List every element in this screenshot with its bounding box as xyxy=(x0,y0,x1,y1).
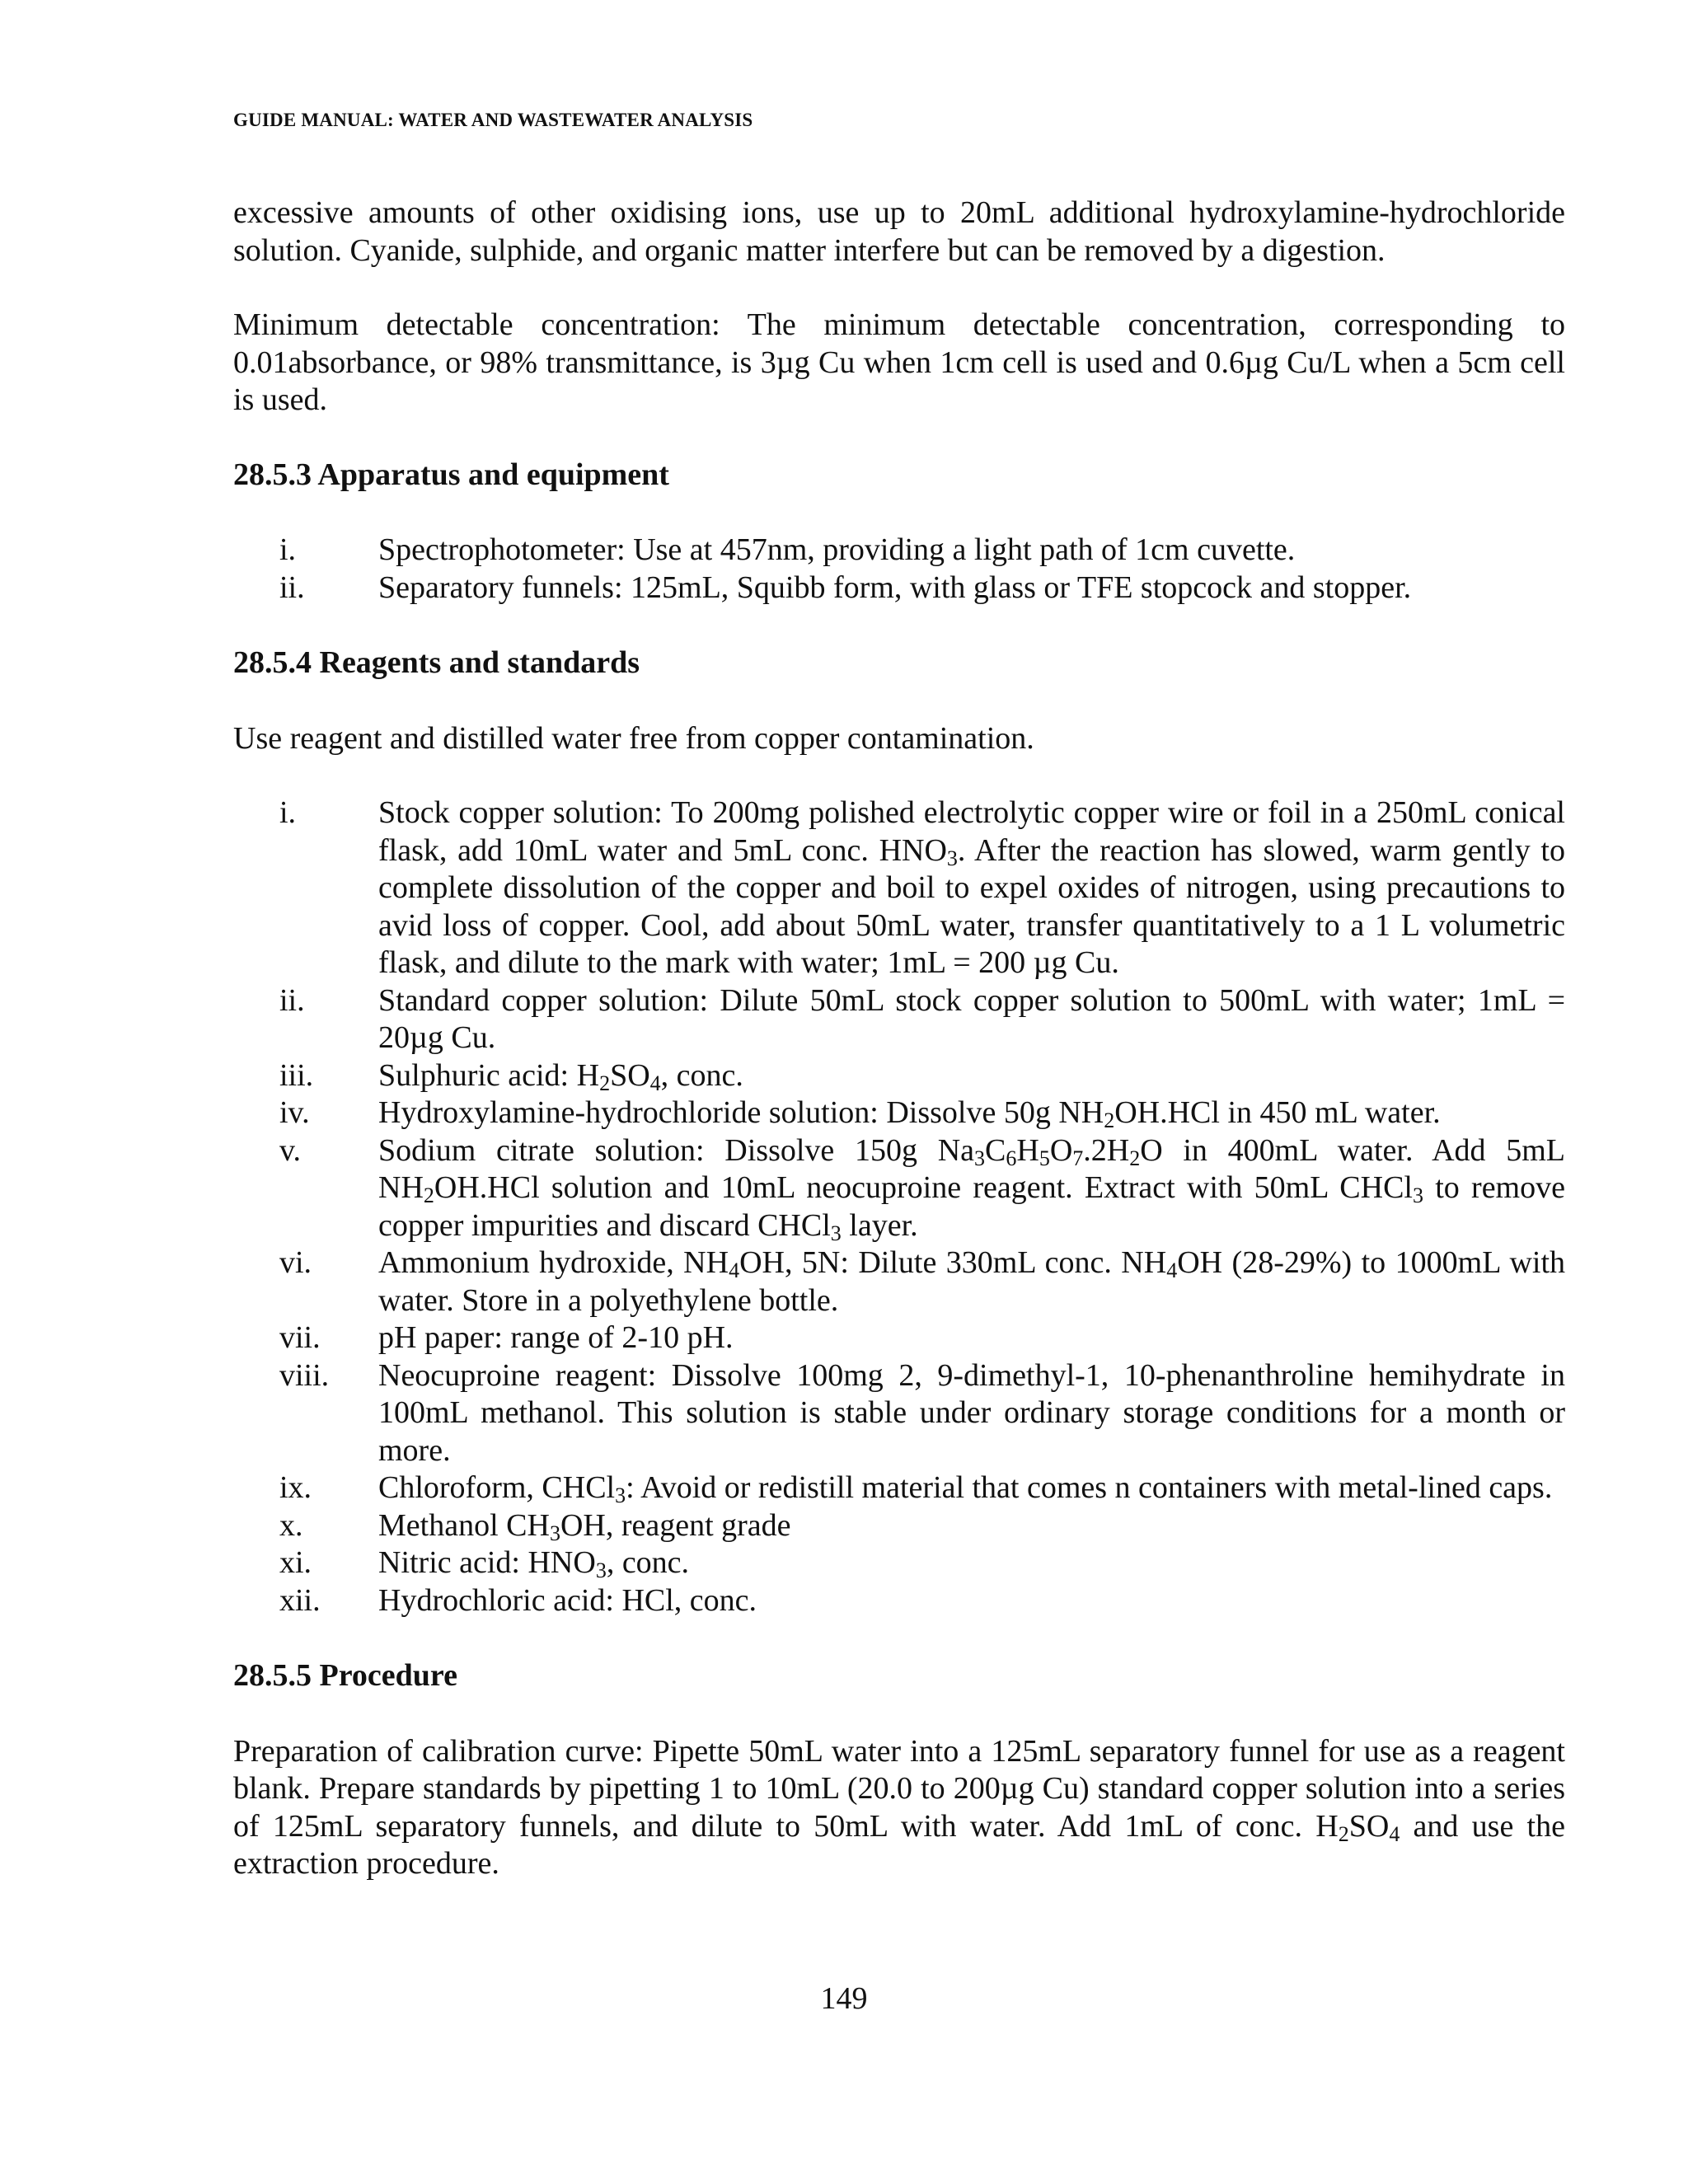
list-item-number: viii. xyxy=(279,1357,330,1393)
list-item-number: x. xyxy=(279,1507,303,1543)
reagents-intro: Use reagent and distilled water free from copper contamination. xyxy=(233,720,1034,756)
list-item-number: vi. xyxy=(279,1245,312,1280)
list-item-number: xii. xyxy=(279,1582,321,1618)
list-item-number: v. xyxy=(279,1132,302,1168)
list-item: iv. Hydroxylamine-hydrochloride solution: Dissolve 50g $NH_2OH.HCl$ in 450 mL water. xyxy=(279,1095,1441,1132)
list-item: x. Methanol $CH_3OH$, reagent grade xyxy=(279,1507,791,1545)
list-item-number: xi. xyxy=(279,1545,312,1580)
list-item-number: iv. xyxy=(279,1095,310,1130)
list-item: vi. Ammonium hydroxide, $NH_4OH$, 5N: Dilute 330mL conc. $NH_4OH$ (28-29%) to 1000mL with water. Store in a polyethylene bottle. xyxy=(279,1245,1566,1318)
procedure-paragraph: Preparation of calibration curve: Pipette 50mL water into a 125mL separatory funnel for use as a reagent blank. Prepare standards by pipetting 1 to 10mL (20.0 to 200µg Cu) standard copper solution into a series of 125mL separatory funnels, and dilute to 50mL with water. Add 1mL of conc. $H_2SO_4$ and use the extraction procedure. xyxy=(233,1733,1565,1881)
list-item-text: Spectrophotometer: Use at 457nm, providing a light path of 1cm cuvette. xyxy=(378,532,1296,567)
list-item-number: vii. xyxy=(279,1320,321,1355)
list-item: ix. Chloroform, CHCl$_3$: Avoid or redistill material that comes n containers with metal-lined caps. xyxy=(279,1470,1553,1507)
running-header: GUIDE MANUAL: WATER AND WASTEWATER ANALYSIS xyxy=(233,110,753,130)
section-heading-procedure: 28.5.5 Procedure xyxy=(233,1658,457,1693)
list-item-number: iii. xyxy=(279,1057,314,1093)
page-number: 149 xyxy=(820,1981,868,2016)
list-item: vii. pH paper: range of 2-10 pH. xyxy=(233,1319,1565,1357)
list-item xyxy=(233,532,1565,569)
list-item: viii. Neocuproine reagent: Dissolve 100mg 2, 9-dimethyl-1, 10-phenanthroline hemihydrate in 100mL methanol. This solution is stable under ordinary storage conditions for a month or more. xyxy=(279,1357,1565,1468)
list-item-number: ix. xyxy=(279,1470,312,1505)
section-heading-reagents: 28.5.4 Reagents and standards xyxy=(233,645,640,680)
list-item: xi. Nitric acid: $HNO_3$, conc. xyxy=(279,1545,690,1582)
list-item: ii. Standard copper solution: Dilute 50mL stock copper solution to 500mL with water; 1mL = 20µg Cu. xyxy=(279,982,1565,1055)
min-detectable-paragraph: Minimum detectable concentration: The minimum detectable concentration, corresponding to 0.01absorbance, or 98% transmittance, is 3µg Cu when 1cm cell is used and 0.6µg Cu/L when a 5cm cell is used. xyxy=(233,307,1565,417)
list-item-number: ii. xyxy=(279,569,305,605)
list-item: xii. Hydrochloric acid: HCl, conc. xyxy=(233,1582,1565,1620)
list-item: i. Stock copper solution: To 200mg polished electrolytic copper wire or foil in a 250mL conical flask, add 10mL water and 5mL conc. $HNO_3$. After the reaction has slowed, warm gently to complete dissolution of the copper and boil to expel oxides of nitrogen, using precautions to avid loss of copper. Cool, add about 50mL water, transfer quantitatively to a 1 L volumetric flask, and dilute to the mark with water; 1mL = 200 µg Cu. xyxy=(279,795,1565,980)
list-item: iii. Sulphuric acid: $H_2SO_4$, conc. xyxy=(279,1057,743,1095)
section-heading-apparatus: 28.5.3 Apparatus and equipment xyxy=(233,457,669,492)
list-item xyxy=(233,569,1565,607)
reagents-list xyxy=(233,794,1565,1619)
list-item-number: i. xyxy=(279,532,297,567)
list-item: v. Sodium citrate solution: Dissolve 150g $Na_3C_6H_5O_7.2H_2O$ in 400mL water. Add 5mL $NH_2OH.HCl$ solution and 10mL neocuproine reagent. Extract with 50mL CHCl$_3$ to remove copper impurities and discard CHCl$_3$ layer. xyxy=(279,1132,1565,1245)
list-item-number: i. xyxy=(279,795,297,830)
list-item-number: ii. xyxy=(279,982,305,1018)
continuation-paragraph: excessive amounts of other oxidising ions, use up to 20mL additional hydroxylamine-hydrochloride solution. Cyanide, sulphide, and organic matter interfere but can be removed by a digestion. xyxy=(233,195,1565,268)
list-item-text: Separatory funnels: 125mL, Squibb form, with glass or TFE stopcock and stopper. xyxy=(378,569,1412,605)
page-body xyxy=(233,194,1565,1883)
apparatus-list xyxy=(233,532,1565,607)
